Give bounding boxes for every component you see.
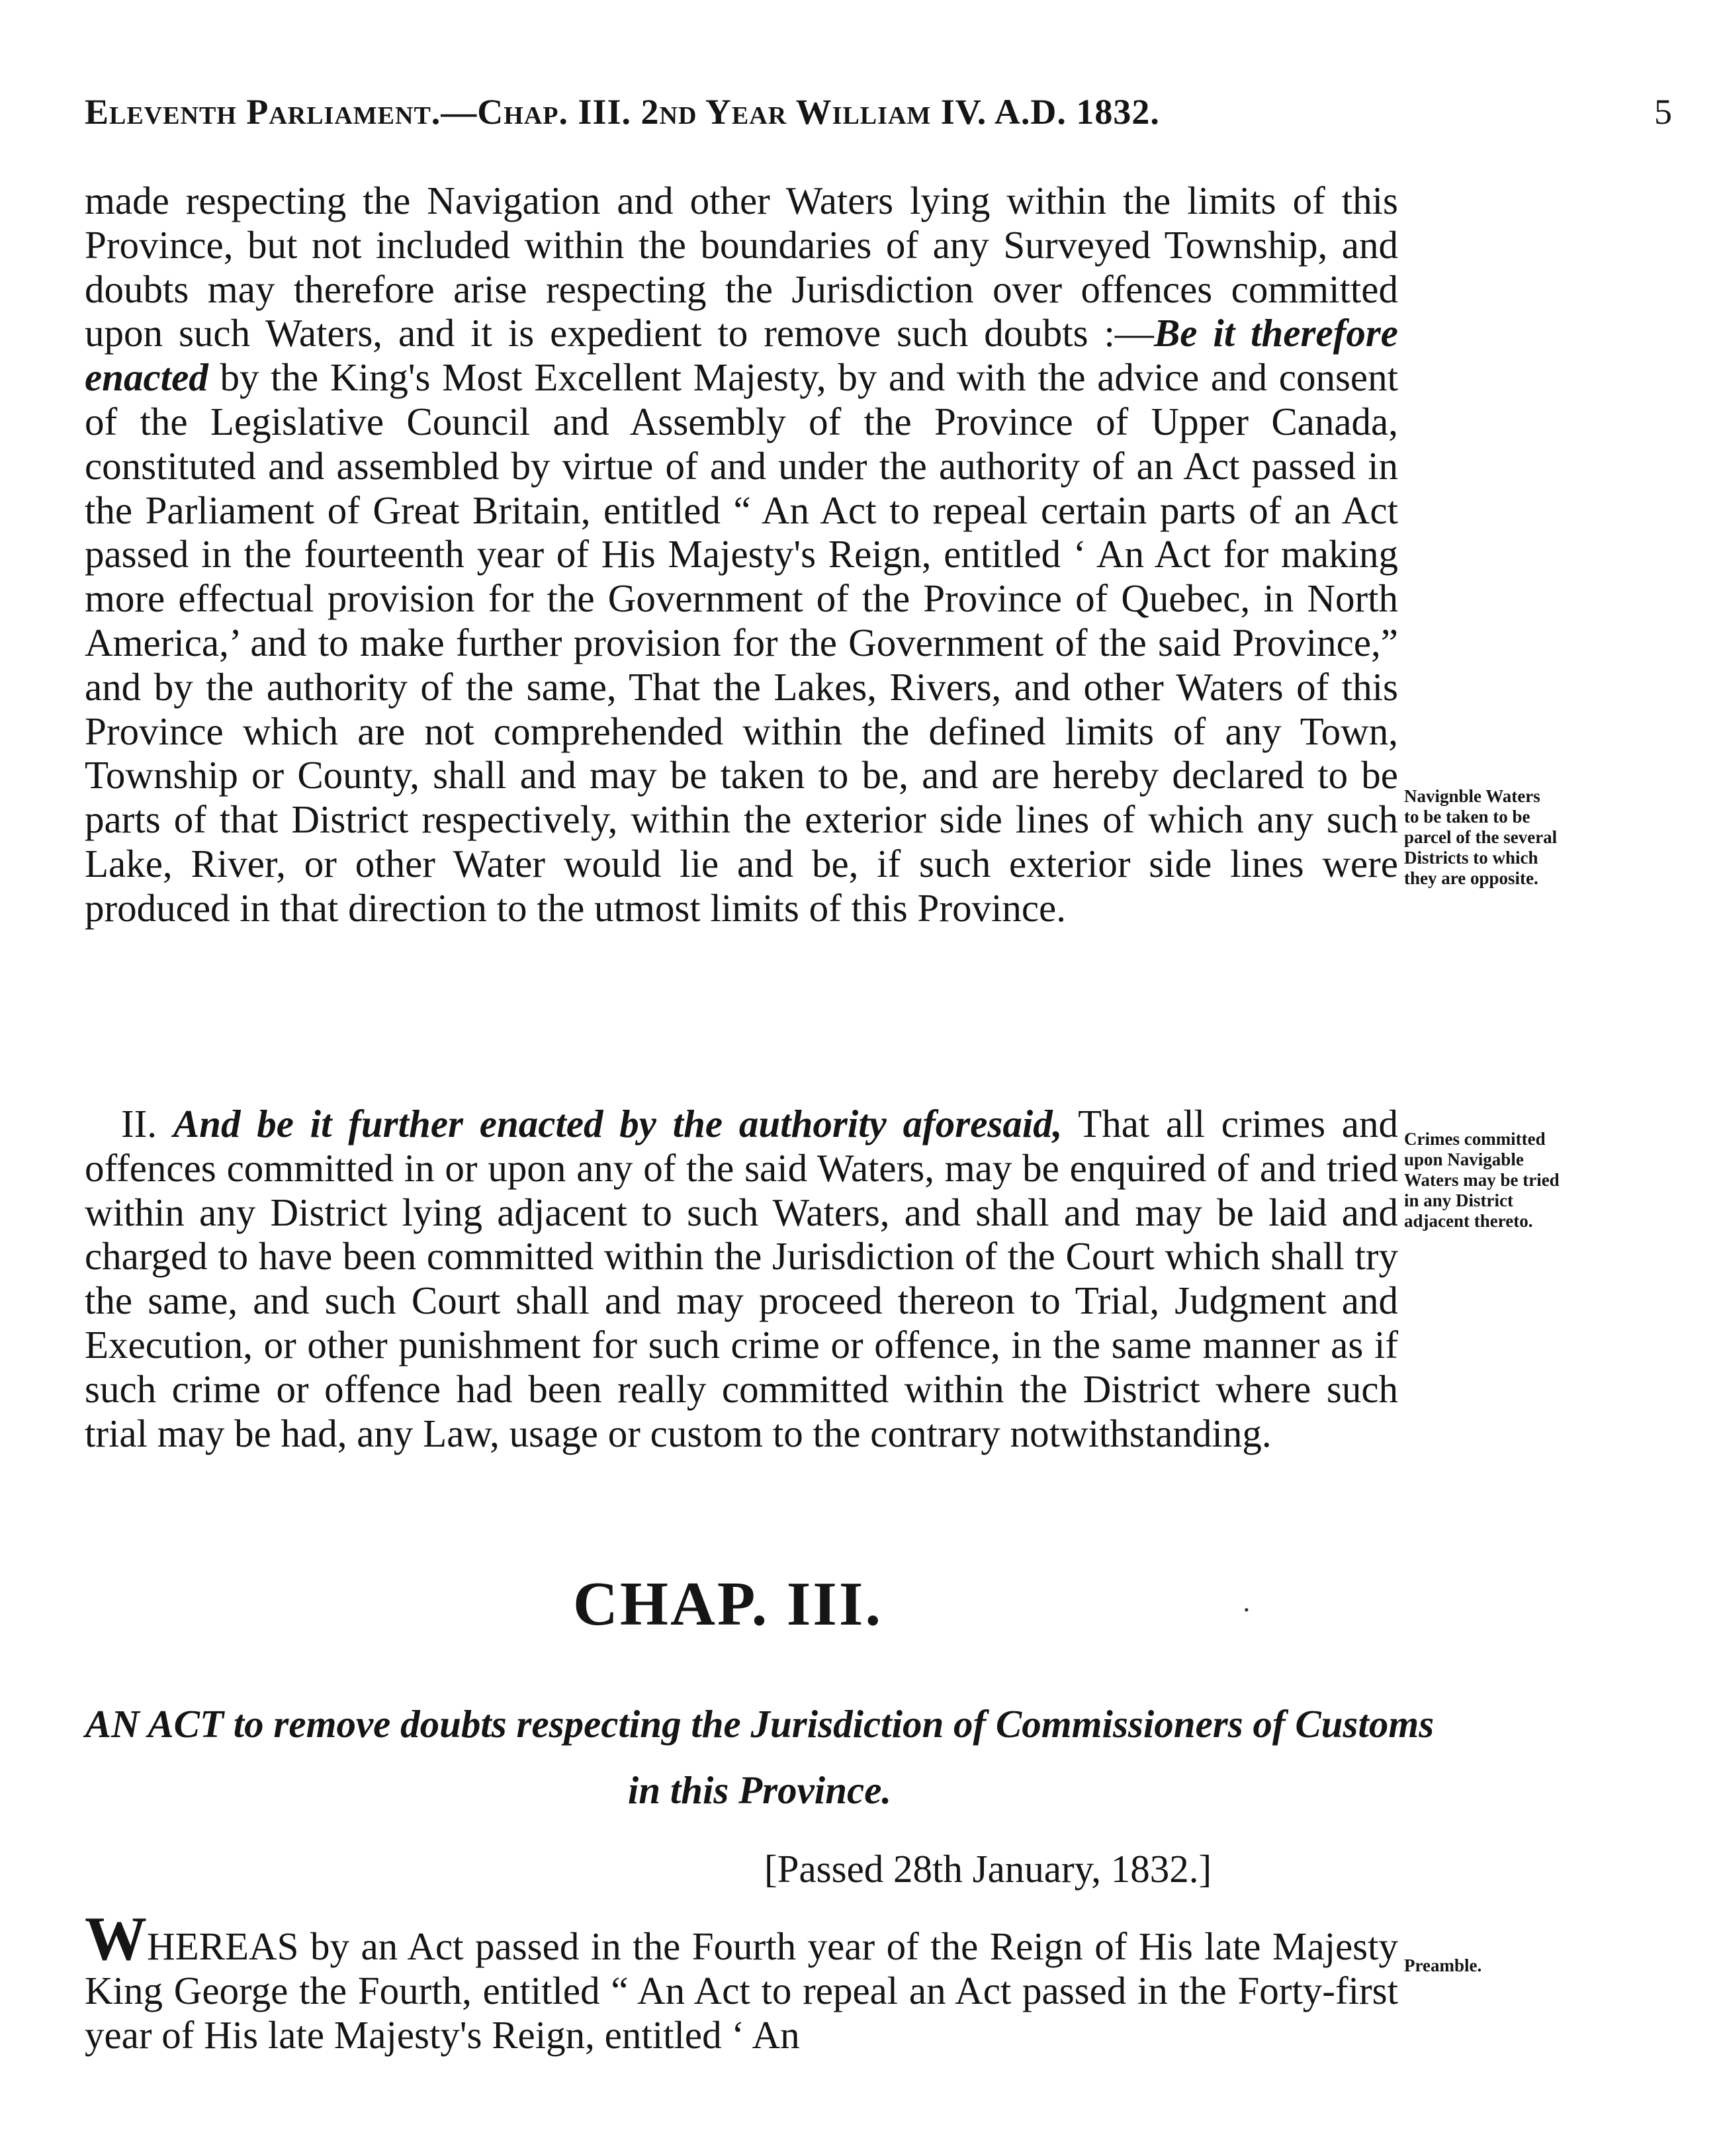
section-2-number: II. <box>121 1102 157 1145</box>
preamble-paragraph <box>85 1905 1398 2057</box>
section-1-text: made respecting the Navigation and other Waters lying within the limits of this Province, but not included within the boundaries of any Surveyed Township, and doubts may therefore arise respecting the Jurisdiction over offences committed upon such Waters, and it is expedient to remove such doubts :— <box>85 179 1398 355</box>
running-header <box>85 91 1673 138</box>
print-speck: • <box>1244 1601 1249 1618</box>
preamble-text: by an Act passed in the Fourth year of the Reign of His late Majesty King George the Fourth, entitled “ An Act to repeal an Act passed in the Forty-first year of His late Majesty's Reign, entitled ‘ An <box>85 1924 1398 2057</box>
section-1-enacting-clause: Be it therefore enacted <box>85 311 1398 400</box>
margin-note-navigable-waters: Navignble Waters to be taken to be parcel of the several Districts to which they are opposite. <box>1404 786 1558 888</box>
page-number: 5 <box>1654 92 1673 132</box>
header-title: Eleventh Parliament.—Chap. III. 2nd Year William IV. A.D. 1832. <box>85 92 1160 132</box>
preamble-first-word: HEREAS <box>147 1924 299 1968</box>
margin-note-crimes: Crimes committed upon Navigable Waters may be tried in any District adjacent thereto. <box>1404 1129 1560 1231</box>
section-1-text-continued: by the King's Most Excellent Majesty, by and with the advice and consent of the Legislative Council and Assembly of the Province of Upper Canada, constituted and assembled by virtue of and under the authority of an Act passed in the Parliament of Great Britain, entitled “ An Act to repeal certain parts of an Act passed in the fourteenth year of His Majesty's Reign, entitled ‘ An Act for making more effectual provision for the Government of the Province of Quebec, in North America,’ and to make further provision for the Government of the said Province,” and by the authority of the same, That the Lakes, Rivers, and other Waters of this Province which are not comprehended within the defined limits of any Town, Township or County, shall and may be taken to be, and are hereby declared to be parts of that District respectively, within the exterior side lines of which any such Lake, River, or other Water would lie and be, if such exterior side lines were produced in that direction to the utmost limits of this Province. <box>85 355 1398 930</box>
drop-cap: W <box>85 1905 147 1973</box>
margin-note-preamble: Preamble. <box>1404 1955 1482 1975</box>
section-2-enacting-clause: And be it further enacted by the authority aforesaid, <box>173 1102 1063 1145</box>
chapter-heading: CHAP. III. <box>573 1570 883 1639</box>
act-title: AN ACT to remove doubts respecting the Jurisdiction of Commissioners of Customs in this Province. <box>85 1702 1435 1812</box>
section-2-paragraph <box>85 1102 1398 1455</box>
section-2-text: That all crimes and offences committed in or upon any of the said Waters, may be enquired of and tried within any District lying adjacent to such Waters, and shall and may be laid and charged to have been committed within the Jurisdiction of the Court which shall try the same, and such Court shall and may proceed thereon to Trial, Judgment and Execution, or other punishment for such crime or offence, in the same manner as if such crime or offence had been really committed within the District where such trial may be had, any Law, usage or custom to the contrary notwithstanding. <box>85 1102 1398 1455</box>
passed-date: [Passed 28th January, 1832.] <box>764 1847 1212 1891</box>
section-1-paragraph <box>85 179 1398 930</box>
